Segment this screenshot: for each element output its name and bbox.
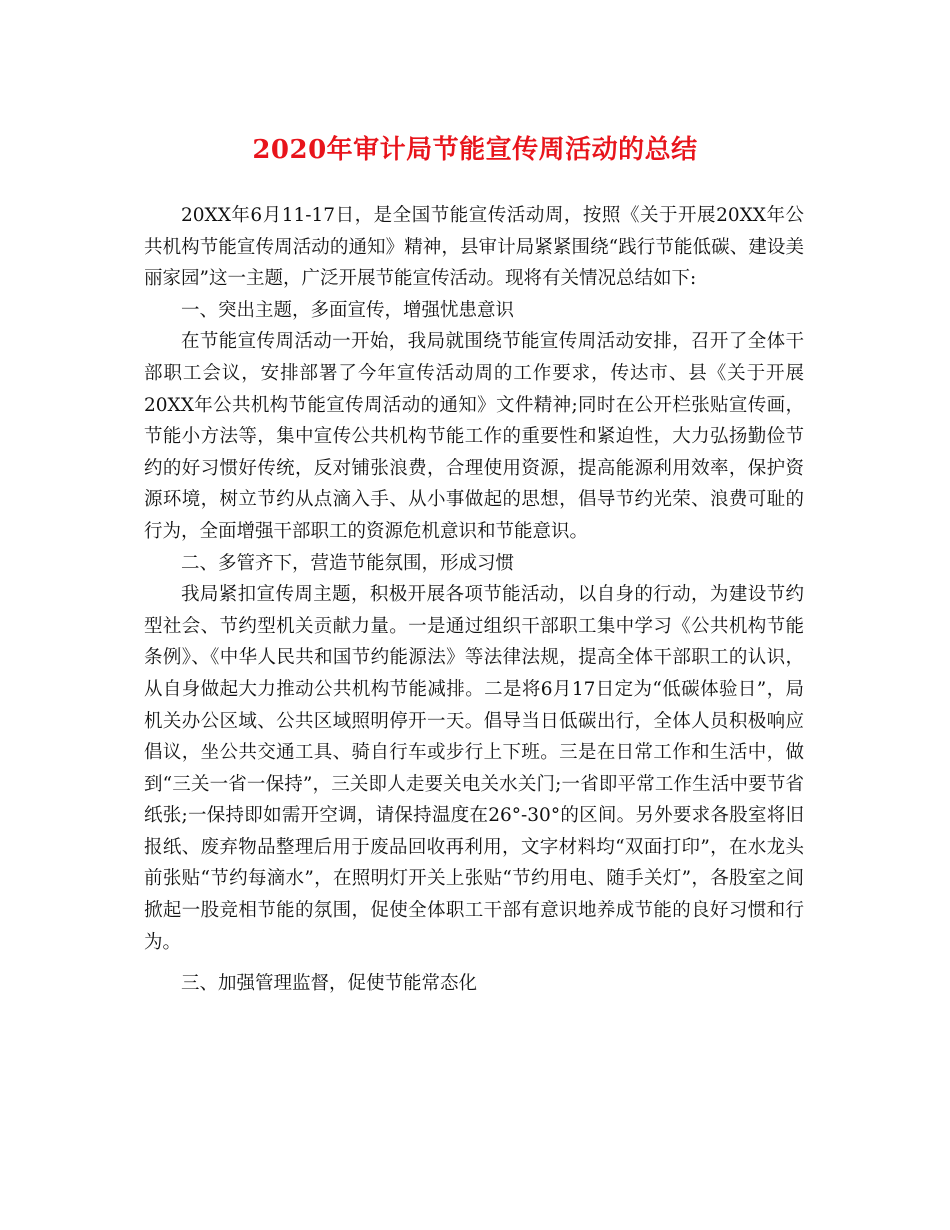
- section-2-paragraph: 我局紧扣宣传周主题，积极开展各项节能活动，以自身的行动，为建设节约型社会、节约型机关贡献力量。一是通过组织干部职工集中学习《公共机构节能条例》、《中华人民共和国节约能源法》等法律法规，提高全体干部职工的认识，从自身做起大力推动公共机构节能减排。二是将6月17日定为“低碳体验日”，局机关办公区域、公共区域照明停开一天。倡导当日低碳出行，全体人员积极响应倡议，坐公共交通工具、骑自行车或步行上下班。三是在日常工作和生活中，做到“三关一省一保持”，三关即人走要关电关水关门;一省即平常工作生活中要节省纸张;一保持即如需开空调，请保持温度在26°-30°的区间。另外要求各股室将旧报纸、废弃物品整理后用于废品回收再利用，文字材料均“双面打印”，在水龙头前张贴“节约每滴水”，在照明灯开关上张贴“节约用电、随手关灯”，各股室之间掀起一股竞相节能的氛围，促使全体职工干部有意识地养成节能的良好习惯和行为。: [144, 584, 804, 953]
- document-body: [144, 200, 804, 1000]
- intro-paragraph: 20XX年6月11-17日，是全国节能宣传活动周，按照《关于开展20XX年公共机构节能宣传周活动的通知》精神，县审计局紧紧围绕“践行节能低碳、建设美丽家园”这一主题，广泛开展节能宣传活动。现将有关情况总结如下:: [144, 205, 804, 290]
- section-heading-2: 二、多管齐下，营造节能氛围，形成习惯: [181, 552, 515, 574]
- section-heading-1: 一、突出主题，多面宣传，增强忧患意识: [181, 299, 515, 321]
- section-heading-3: 三、加强管理监督，促使节能常态化: [181, 973, 478, 995]
- document-title: 2020年审计局节能宣传周活动的总结: [252, 135, 698, 165]
- section-1-paragraph: 在节能宣传周活动一开始，我局就围绕节能宣传周活动安排，召开了全体干部职工会议，安排部署了今年宣传活动周的工作要求，传达市、县《关于开展20XX年公共机构节能宣传周活动的通知》文件精神;同时在公开栏张贴宣传画，节能小方法等，集中宣传公共机构节能工作的重要性和紧迫性，大力弘扬勤俭节约的好习惯好传统，反对铺张浪费，合理使用资源，提高能源利用效率，保护资源环境，树立节约从点滴入手、从小事做起的思想，倡导节约光荣、浪费可耻的行为，全面增强干部职工的资源危机意识和节能意识。: [144, 331, 804, 542]
